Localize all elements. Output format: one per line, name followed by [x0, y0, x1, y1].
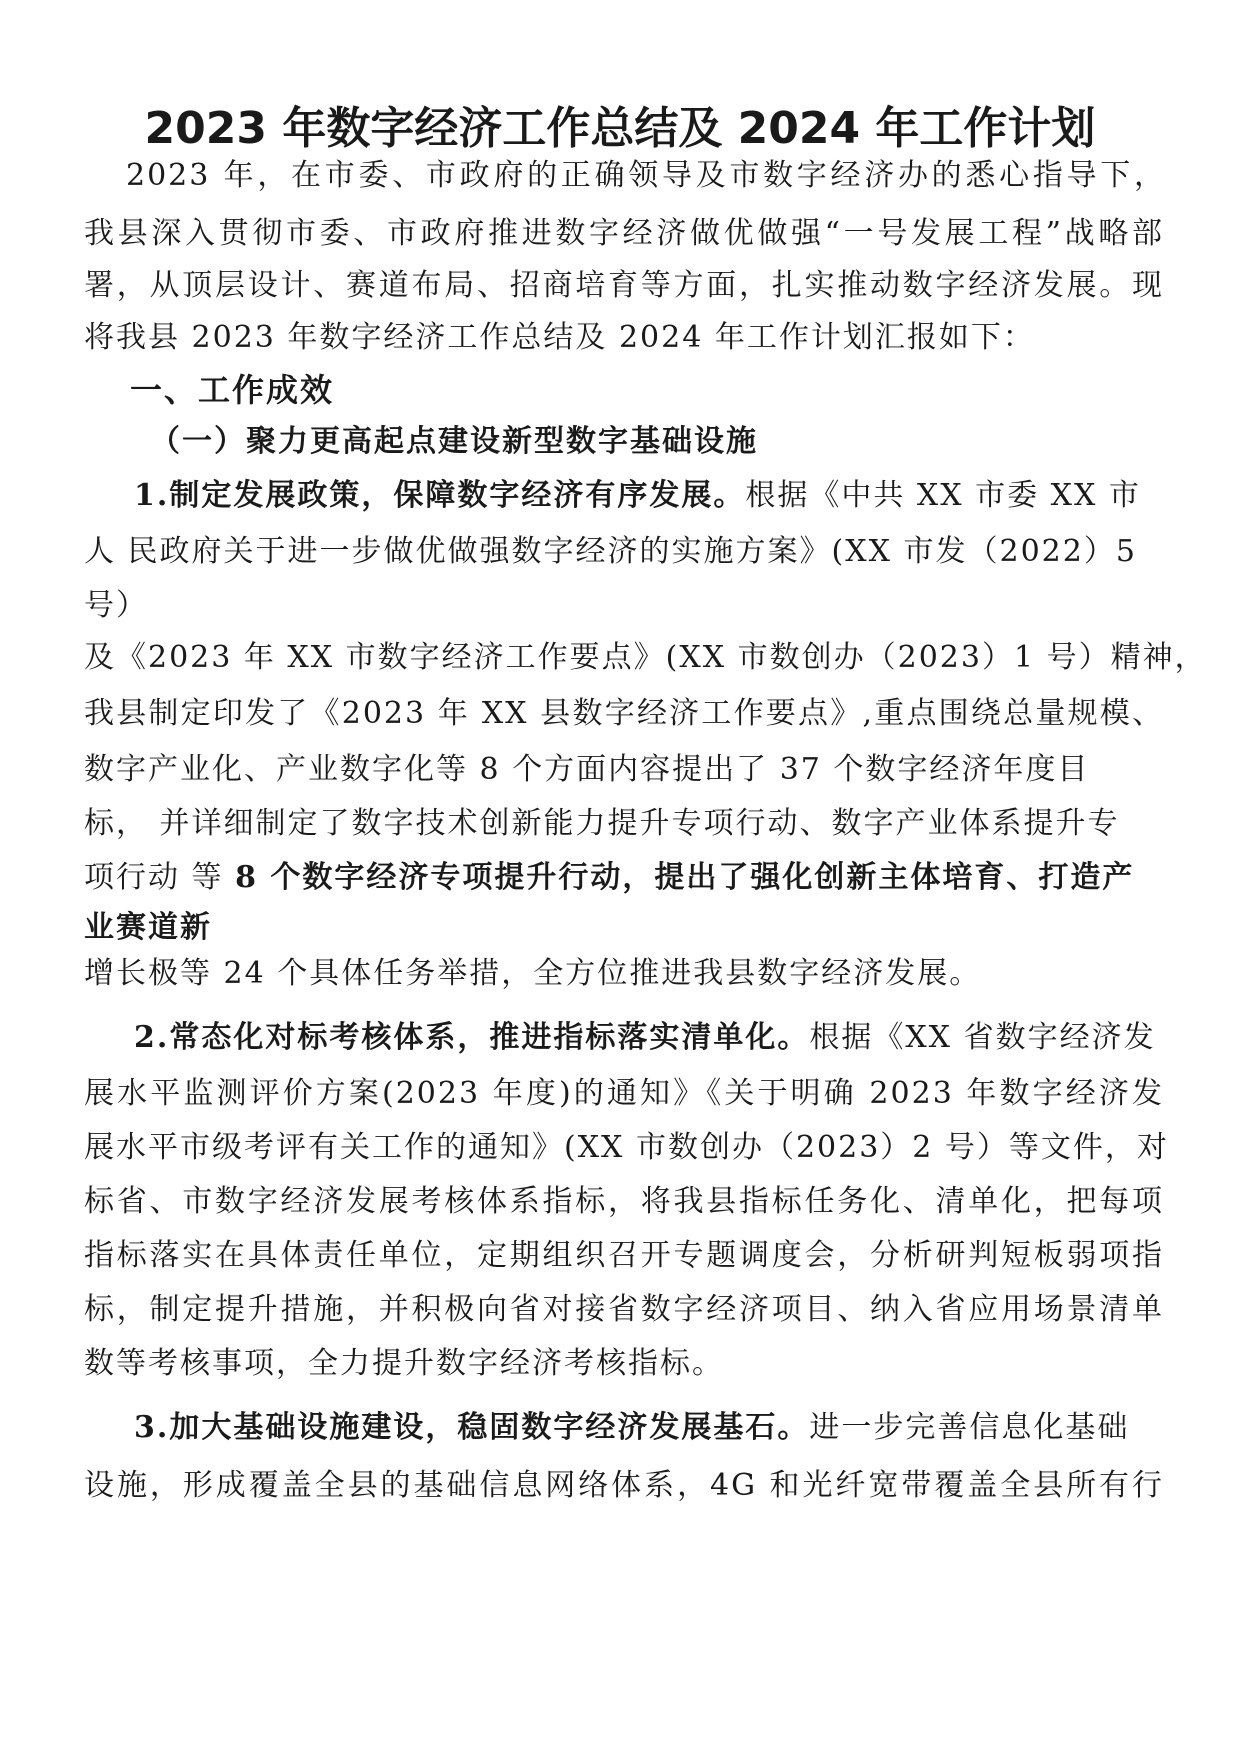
item-heading: 2.常态化对标考核体系，推进指标落实清单化。	[134, 1020, 810, 1055]
paragraph-line: 增长极等 24 个具体任务举措，全方位推进我县数字经济发展。	[84, 956, 982, 991]
paragraph-line: 及《2023 年 XX 市数字经济工作要点》(XX 市数创办（2023）1 号）精神，	[84, 640, 1207, 675]
subsection-heading: （一）聚力更高起点建设新型数字基础设施	[150, 424, 758, 459]
paragraph-line: 业赛道新	[84, 910, 212, 945]
item-text: 项行动 等	[84, 860, 236, 895]
item-bold-text: 8 个数字经济专项提升行动，提出了强化创新主体培育、打造产	[235, 860, 1135, 895]
paragraph-line: 数字产业化、产业数字化等 8 个方面内容提出了 37 个数字经济年度目	[84, 752, 1090, 787]
paragraph-line: 标， 并详细制定了数字技术创新能力提升专项行动、数字产业体系提升专	[84, 806, 1120, 841]
paragraph-line	[84, 860, 1164, 896]
paragraph-line	[134, 478, 1164, 514]
paragraph-line: 标，制定提升措施，并积极向省对接省数字经济项目、纳入省应用场景清单	[84, 1292, 1164, 1327]
intro-line: 署，从顶层设计、赛道布局、招商培育等方面，扎实推动数字经济发展。现	[84, 268, 1164, 303]
item-text: 进一步完善信息化基础	[809, 1410, 1130, 1445]
section-heading: 一、工作成效	[130, 371, 335, 409]
paragraph-line: 我县制定印发了《2023 年 XX 县数字经济工作要点》,重点围绕总量规模、	[84, 696, 1164, 731]
item-heading: 1.制定发展政策，保障数字经济有序发展。	[134, 478, 746, 513]
paragraph-line: 号）	[84, 588, 148, 623]
item-text: 根据《XX 省数字经济发	[809, 1020, 1156, 1055]
document-title: 2023 年数字经济工作总结及 2024 年工作计划	[144, 103, 1096, 154]
intro-line: 我县深入贯彻市委、市政府推进数字经济做优做强“一号发展工程”战略部	[84, 216, 1164, 251]
paragraph-line	[134, 1410, 1164, 1446]
paragraph-line: 标省、市数字经济发展考核体系指标，将我县指标任务化、清单化，把每项	[84, 1184, 1164, 1219]
intro-line: 将我县 2023 年数字经济工作总结及 2024 年工作计划汇报如下：	[84, 320, 1035, 355]
paragraph-line: 数等考核事项，全力提升数字经济考核指标。	[84, 1346, 724, 1381]
paragraph-line: 指标落实在具体责任单位，定期组织召开专题调度会，分析研判短板弱项指	[84, 1238, 1164, 1273]
paragraph-line: 展水平监测评价方案(2023 年度)的通知》《关于明确 2023 年数字经济发	[84, 1076, 1164, 1111]
paragraph-line	[134, 1020, 1164, 1056]
paragraph-line: 人 民政府关于进一步做优做强数字经济的实施方案》(XX 市发（2022）5	[84, 534, 1137, 569]
paragraph-line: 展水平市级考评有关工作的通知》(XX 市数创办（2023）2 号）等文件，对	[84, 1130, 1169, 1165]
paragraph-line: 设施，形成覆盖全县的基础信息网络体系，4G 和光纤宽带覆盖全县所有行	[84, 1468, 1164, 1503]
intro-line: 2023 年，在市委、市政府的正确领导及市数字经济办的悉心指导下，	[126, 158, 1166, 193]
item-heading: 3.加大基础设施建设，稳固数字经济发展基石。	[134, 1410, 810, 1445]
item-text: 根据《中共 XX 市委 XX 市	[745, 478, 1141, 513]
